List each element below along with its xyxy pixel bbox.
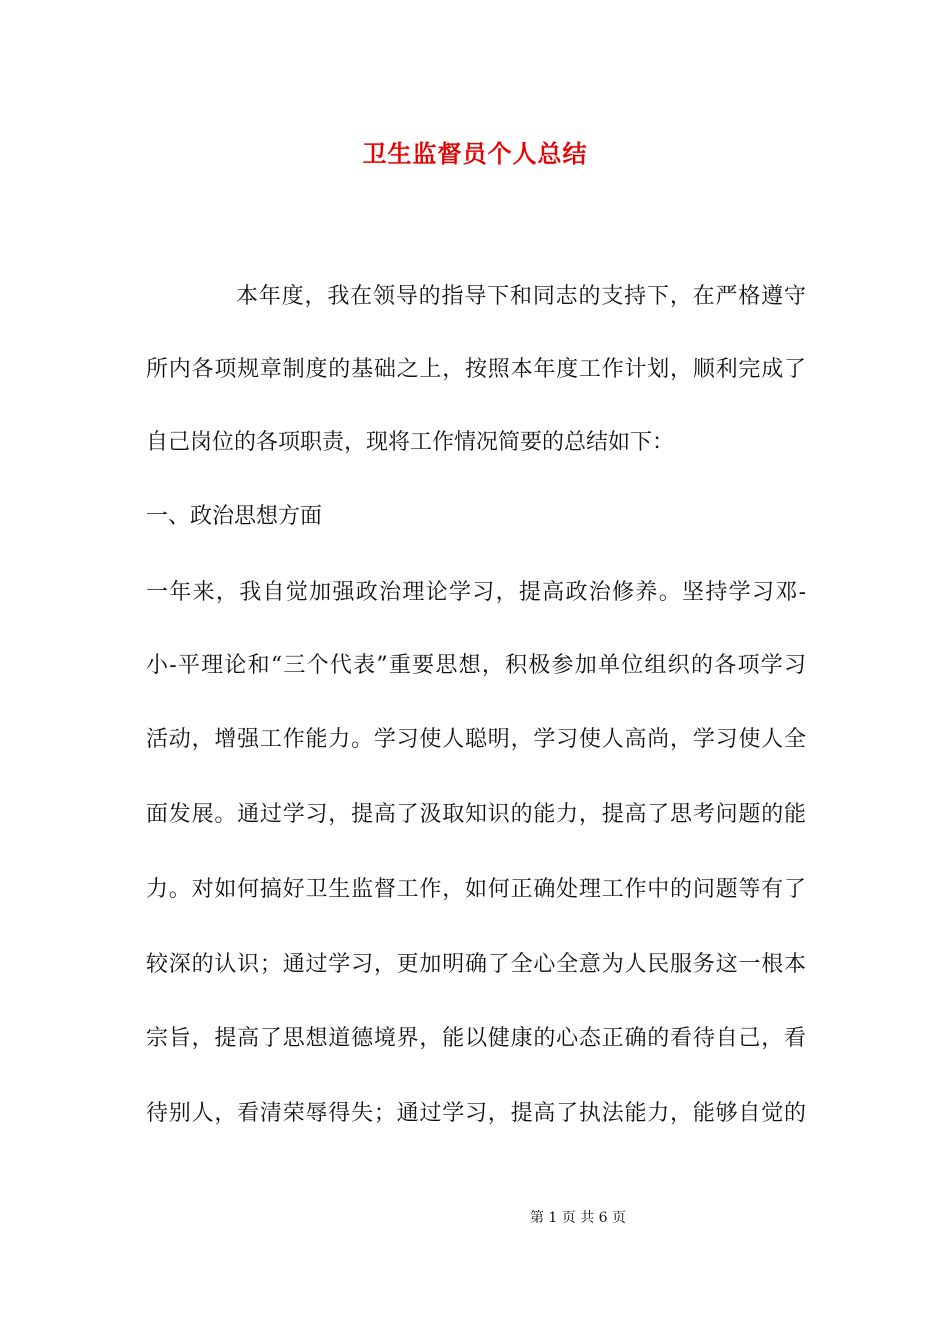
paragraph-line: 面发展。通过学习，提高了汲取知识的能力，提高了思考问题的能	[146, 802, 806, 827]
paragraph-line: 所内各项规章制度的基础之上，按照本年度工作计划，顺利完成了	[146, 357, 806, 382]
paragraph-line: 本年度，我在领导的指导下和同志的支持下，在严格遵守	[236, 284, 806, 309]
paragraph-line: 宗旨，提高了思想道德境界，能以健康的心态正确的看待自己，看	[146, 1026, 806, 1051]
page-number-footer: 第 1 页 共 6 页	[529, 1210, 627, 1226]
section-heading: 一、政治思想方面	[146, 504, 323, 529]
paragraph-line: 较深的认识；通过学习，更加明确了全心全意为人民服务这一根本	[146, 952, 806, 977]
document-title: 卫生监督员个人总结	[362, 139, 588, 168]
paragraph-line: 小-平理论和“三个代表”重要思想，积极参加单位组织的各项学习	[146, 653, 806, 678]
paragraph-line: 力。对如何搞好卫生监督工作，如何正确处理工作中的问题等有了	[146, 877, 806, 902]
paragraph-line: 活动，增强工作能力。学习使人聪明，学习使人高尚，学习使人全	[146, 727, 806, 752]
paragraph-line: 自己岗位的各项职责，现将工作情况简要的总结如下：	[146, 430, 675, 455]
paragraph-line: 一年来，我自觉加强政治理论学习，提高政治修养。坚持学习邓-	[146, 580, 806, 605]
paragraph-line: 待别人，看清荣辱得失；通过学习，提高了执法能力，能够自觉的	[146, 1101, 806, 1126]
